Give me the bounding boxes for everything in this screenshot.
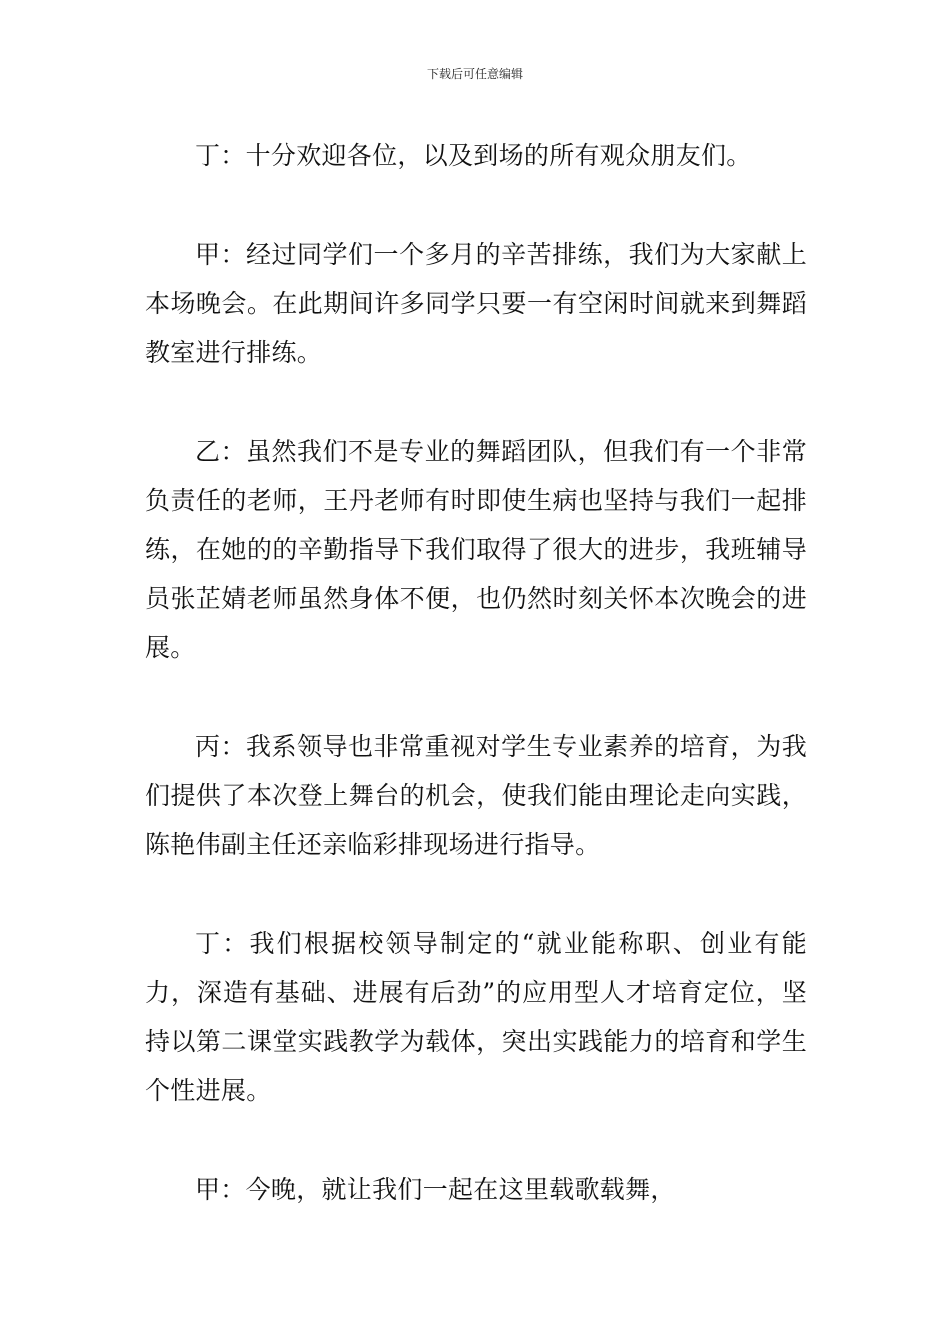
paragraph-jia-tonight: 甲：今晚，就让我们一起在这里载歌载舞， [195,1175,676,1204]
paragraph-yi-teacher: 乙：虽然我们不是专业的舞蹈团队，但我们有一个非常负责任的老师，王丹老师有时即使生病也坚持与我们一起排练，在她的的辛勤指导下我们取得了很大的进步，我班辅导员张芷婧老师虽然身体不便，也仍然时刻关怀本次晚会的进展。 [145,437,807,662]
paragraph-bing-leadership: 丙：我系领导也非常重视对学生专业素养的培育，为我们提供了本次登上舞台的机会，使我们能由理论走向实践，陈艳伟副主任还亲临彩排现场进行指导。 [145,732,807,859]
paragraph-ding-welcome: 丁：十分欢迎各位，以及到场的所有观众朋友们。 [195,141,752,170]
document-body [145,131,807,1264]
paragraph-jia-rehearsal: 甲：经过同学们一个多月的辛苦排练，我们为大家献上本场晚会。在此期间许多同学只要一有空闲时间就来到舞蹈教室进行排练。 [145,240,807,367]
page-header: 下载后可任意编辑 [426,67,523,81]
paragraph-ding-cultivation: 丁：我们根据校领导制定的“就业能称职、创业有能力，深造有基础、进展有后劲”的应用型人才培育定位，坚持以第二课堂实践教学为载体，突出实践能力的培育和学生个性进展。 [145,929,807,1105]
